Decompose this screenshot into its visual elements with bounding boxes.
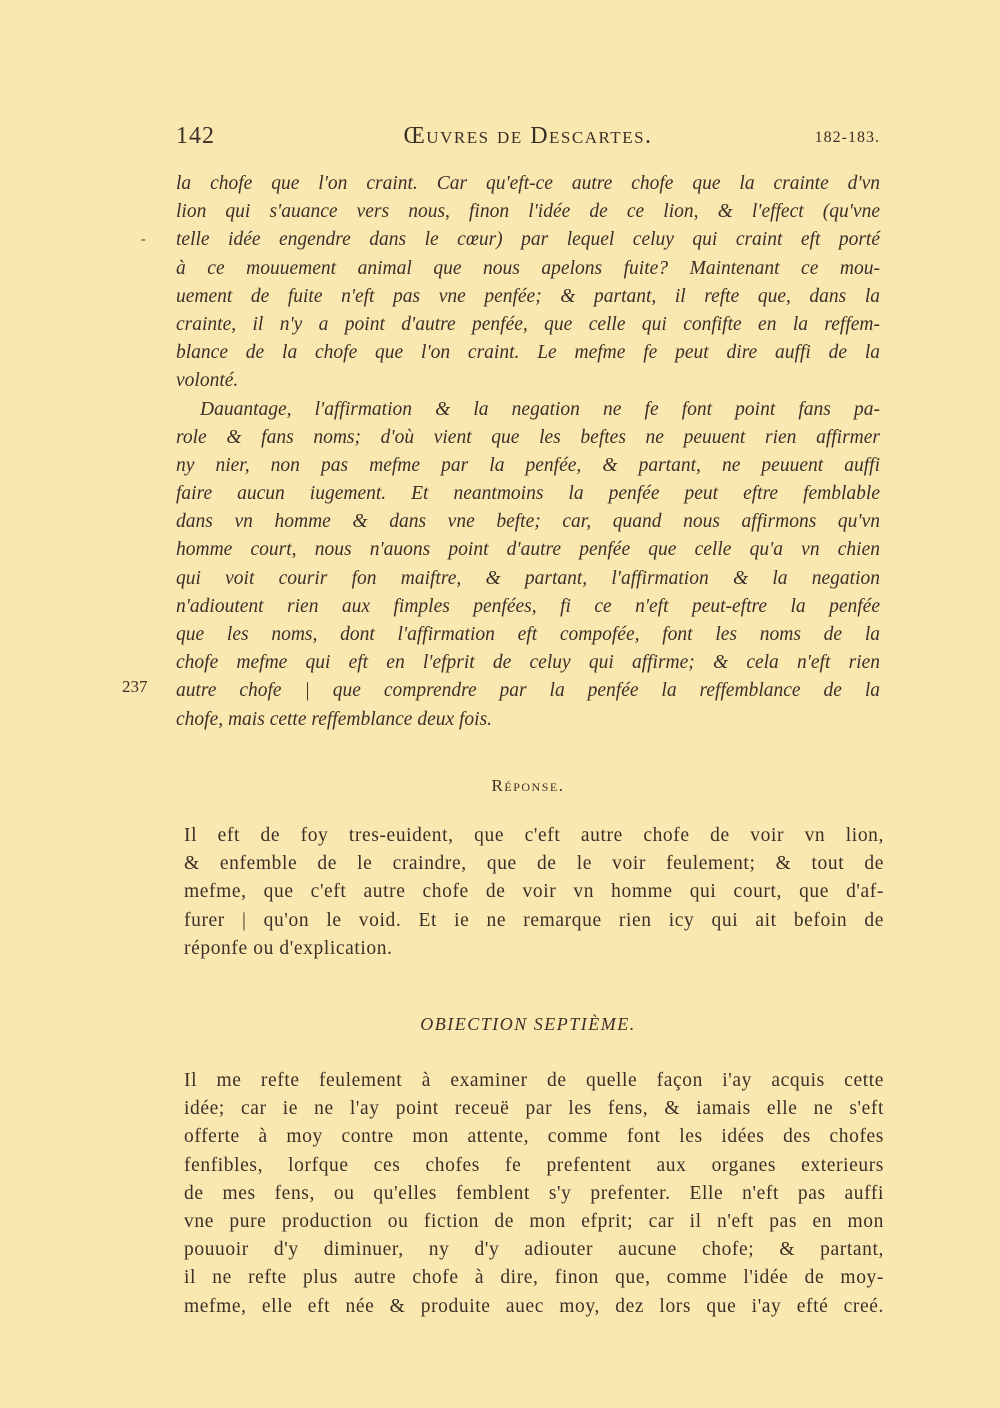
text-line: blance de la chofe que l'on craint. Le mefme fe peut dire auffi de la: [176, 342, 880, 364]
text-line: volonté.: [176, 370, 239, 392]
text-line: faire aucun iugement. Et neantmoins la penfée peut eftre femblable: [176, 483, 880, 505]
text-line: offerte à moy contre mon attente, comme font les idées des chofes: [184, 1126, 884, 1148]
text-line: n'adioutent rien aux fimples penfées, fi ce n'eft peut-eftre la penfée: [176, 595, 880, 617]
text-line: il ne refte plus autre chofe à dire, finon que, comme l'idée de moy-: [184, 1267, 884, 1289]
text-line: fenfibles, lorfque ces chofes fe prefentent aux organes exterieurs: [184, 1154, 884, 1176]
text-line: role & fans noms; d'où vient que les beftes ne peuuent rien affirmer: [176, 426, 880, 448]
text-line: à ce mouuement animal que nous apelons fuite? Maintenant ce mou-: [176, 257, 880, 279]
text-line: & enfemble de le craindre, que de le voir feulement; & tout de: [184, 853, 884, 875]
text-line: la chofe que l'on craint. Car qu'eft-ce autre chofe que la crainte d'vn: [176, 173, 880, 194]
text-line: uement de fuite n'eft pas vne penfée; & partant, il refte que, dans la: [176, 285, 880, 307]
text-line: autre chofe | que comprendre par la penfée la reffemblance de la: [176, 680, 880, 702]
text-line: homme court, nous n'auons point d'autre penfée que celle qu'a vn chien: [176, 539, 880, 561]
text-line: lion qui s'auance vers nous, finon l'idée de ce lion, & l'effect (qu'vne: [176, 201, 880, 223]
text-line: que les noms, dont l'affirmation eft compofée, font les noms de la: [176, 624, 880, 645]
margin-line-number: 237: [122, 677, 148, 696]
objection-seven-text: [184, 1067, 884, 1321]
objection-seven-heading: OBIECTION SEPTIÈME.: [420, 1014, 636, 1034]
text-line: vne pure production ou fiction de mon efprit; car il n'eft pas en mon: [184, 1210, 884, 1232]
text-line: Dauantage, l'affirmation & la negation ne fe font point fans pa-: [200, 398, 880, 420]
running-title: Œuvres de Descartes.: [403, 123, 653, 149]
text-line: pouuoir d'y diminuer, ny d'y adiouter aucune chofe; & partant,: [184, 1239, 884, 1261]
running-header: [176, 123, 880, 157]
text-line: mefme, elle eft née & produite auec moy, dez lors que i'ay efté creé.: [184, 1295, 884, 1317]
page-range: 182-183.: [814, 129, 880, 146]
objection-text: [176, 170, 880, 734]
text-line: furer | qu'on le void. Et ie ne remarque rien icy qui ait befoin de: [184, 909, 884, 931]
margin-dash: -: [141, 232, 146, 247]
text-line: mefme, que c'eft autre chofe de voir vn homme qui court, que d'af-: [184, 881, 884, 903]
text-line: Il me refte feulement à examiner de quelle façon i'ay acquis cette: [184, 1070, 884, 1091]
text-line: réponfe ou d'explication.: [184, 937, 393, 959]
text-line: ny nier, non pas mefme par la penfée, & partant, ne peuuent auffi: [176, 454, 880, 476]
text-line: Il eft de foy tres-euident, que c'eft autre chofe de voir vn lion,: [184, 825, 884, 846]
page-number: 142: [176, 123, 215, 149]
reponse-heading: Réponse.: [491, 776, 565, 795]
text-line: idée; car ie ne l'ay point receuë par les fens, & iamais elle ne s'eft: [184, 1098, 884, 1120]
text-line: crainte, il n'y a point d'autre penfée, que celle qui confifte en la reffem-: [176, 313, 880, 335]
reponse-text: [184, 822, 884, 963]
text-line: chofe, mais cette reffemblance deux fois.: [176, 708, 493, 730]
text-line: chofe mefme qui eft en l'efprit de celuy qui affirme; & cela n'eft rien: [176, 652, 880, 674]
text-line: telle idée engendre dans le cœur) par lequel celuy qui craint eft porté: [176, 229, 880, 251]
text-line: dans vn homme & dans vne befte; car, quand nous affirmons qu'vn: [176, 511, 880, 533]
text-line: qui voit courir fon maiftre, & partant, l'affirmation & la negation: [176, 567, 880, 589]
text-line: de mes fens, ou qu'elles femblent s'y prefenter. Elle n'eft pas auffi: [184, 1182, 884, 1204]
